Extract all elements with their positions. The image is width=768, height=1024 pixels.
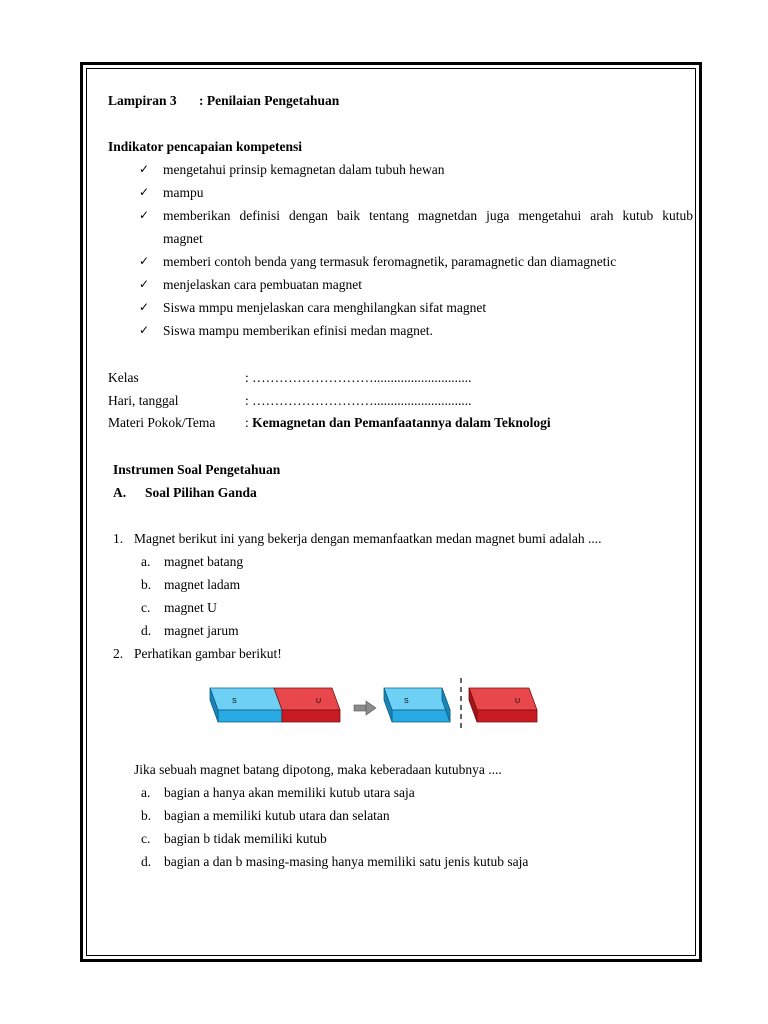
materi-colon: : [245,415,253,430]
magnet-whole [210,688,340,722]
section-letter: A. [113,485,127,500]
piece-south-top [384,688,450,710]
question-number: 1. [113,531,124,546]
kelas-label: Kelas [108,370,139,385]
option-letter: b. [141,577,152,592]
materi-value: Kemagnetan dan Pemanfaatannya dalam Teknologi [252,415,551,430]
piece-north-front [477,710,537,722]
north-label: U [316,698,322,705]
piece-north-top [469,688,537,710]
question-number: 2. [113,646,124,661]
materi-value-line [245,416,551,430]
option-letter: d. [141,854,152,869]
option-letter: b. [141,808,152,823]
option-text: magnet U [164,600,217,615]
hari-tanggal-value: : ………………………............................. [245,393,472,408]
question-text: Perhatikan gambar berikut! [134,646,282,661]
magnet-whole-south-front [218,710,282,722]
instrumen-heading: Instrumen Soal Pengetahuan [113,462,281,477]
check-icon: ✓ [139,208,150,222]
magnet-whole-north-top [274,688,340,710]
option-letter: c. [141,600,151,615]
section-title: Soal Pilihan Ganda [145,485,257,500]
lampiran-label: Lampiran 3 [108,93,177,108]
check-icon: ✓ [139,300,150,314]
magnet-cut-figure [208,678,543,732]
check-icon: ✓ [139,254,150,268]
indikator-item: Siswa mmpu menjelaskan cara menghilangkan sifat magnet [163,300,487,315]
question-prompt: Jika sebuah magnet batang dipotong, maka keberadaan kutubnya .... [134,762,502,777]
indikator-item: mengetahui prinsip kemagnetan dalam tubuh hewan [163,162,445,177]
option-text: magnet jarum [164,623,239,638]
indikator-item: memberi contoh benda yang termasuk feromagnetik, paramagnetic dan diamagnetic [163,254,617,269]
option-letter: c. [141,831,151,846]
check-icon: ✓ [139,162,150,176]
lampiran-title: : Penilaian Pengetahuan [199,93,340,108]
materi-label: Materi Pokok/Tema [108,415,216,430]
indikator-item: Siswa mampu memberikan efinisi medan magnet. [163,323,433,338]
indikator-heading: Indikator pencapaian kompetensi [108,139,303,154]
magnet-whole-south-top [210,688,282,710]
magnet-whole-north-front [282,710,340,722]
option-letter: a. [141,554,151,569]
check-icon: ✓ [139,185,150,199]
indikator-item-continuation: magnet [163,231,203,246]
magnet-piece-north [469,688,537,722]
check-icon: ✓ [139,323,150,337]
check-icon: ✓ [139,277,150,291]
kelas-value: : ………………………............................. [245,370,472,385]
option-text: magnet batang [164,554,244,569]
indikator-item: menjelaskan cara pembuatan magnet [163,277,363,292]
indikator-item: memberikan definisi dengan baik tentang magnetdan juga mengetahui arah kutub kutub [163,208,693,223]
option-text: bagian a hanya akan memiliki kutub utara saja [164,785,415,800]
south-label: S [232,698,237,705]
option-text: bagian a dan b masing-masing hanya memiliki satu jenis kutub saja [164,854,529,869]
indikator-item: mampu [163,185,204,200]
option-letter: a. [141,785,151,800]
north-label-piece: U [515,698,521,705]
option-text: magnet ladam [164,577,241,592]
option-text: bagian b tidak memiliki kutub [164,831,327,846]
hari-tanggal-label: Hari, tanggal [108,393,179,408]
question-text: Magnet berikut ini yang bekerja dengan memanfaatkan medan magnet bumi adalah .... [134,531,602,546]
option-letter: d. [141,623,152,638]
piece-south-front [392,710,450,722]
south-label-piece: S [404,698,409,705]
magnet-piece-south [384,688,450,722]
arrow-right-icon [354,701,376,715]
option-text: bagian a memiliki kutub utara dan selatan [164,808,390,823]
